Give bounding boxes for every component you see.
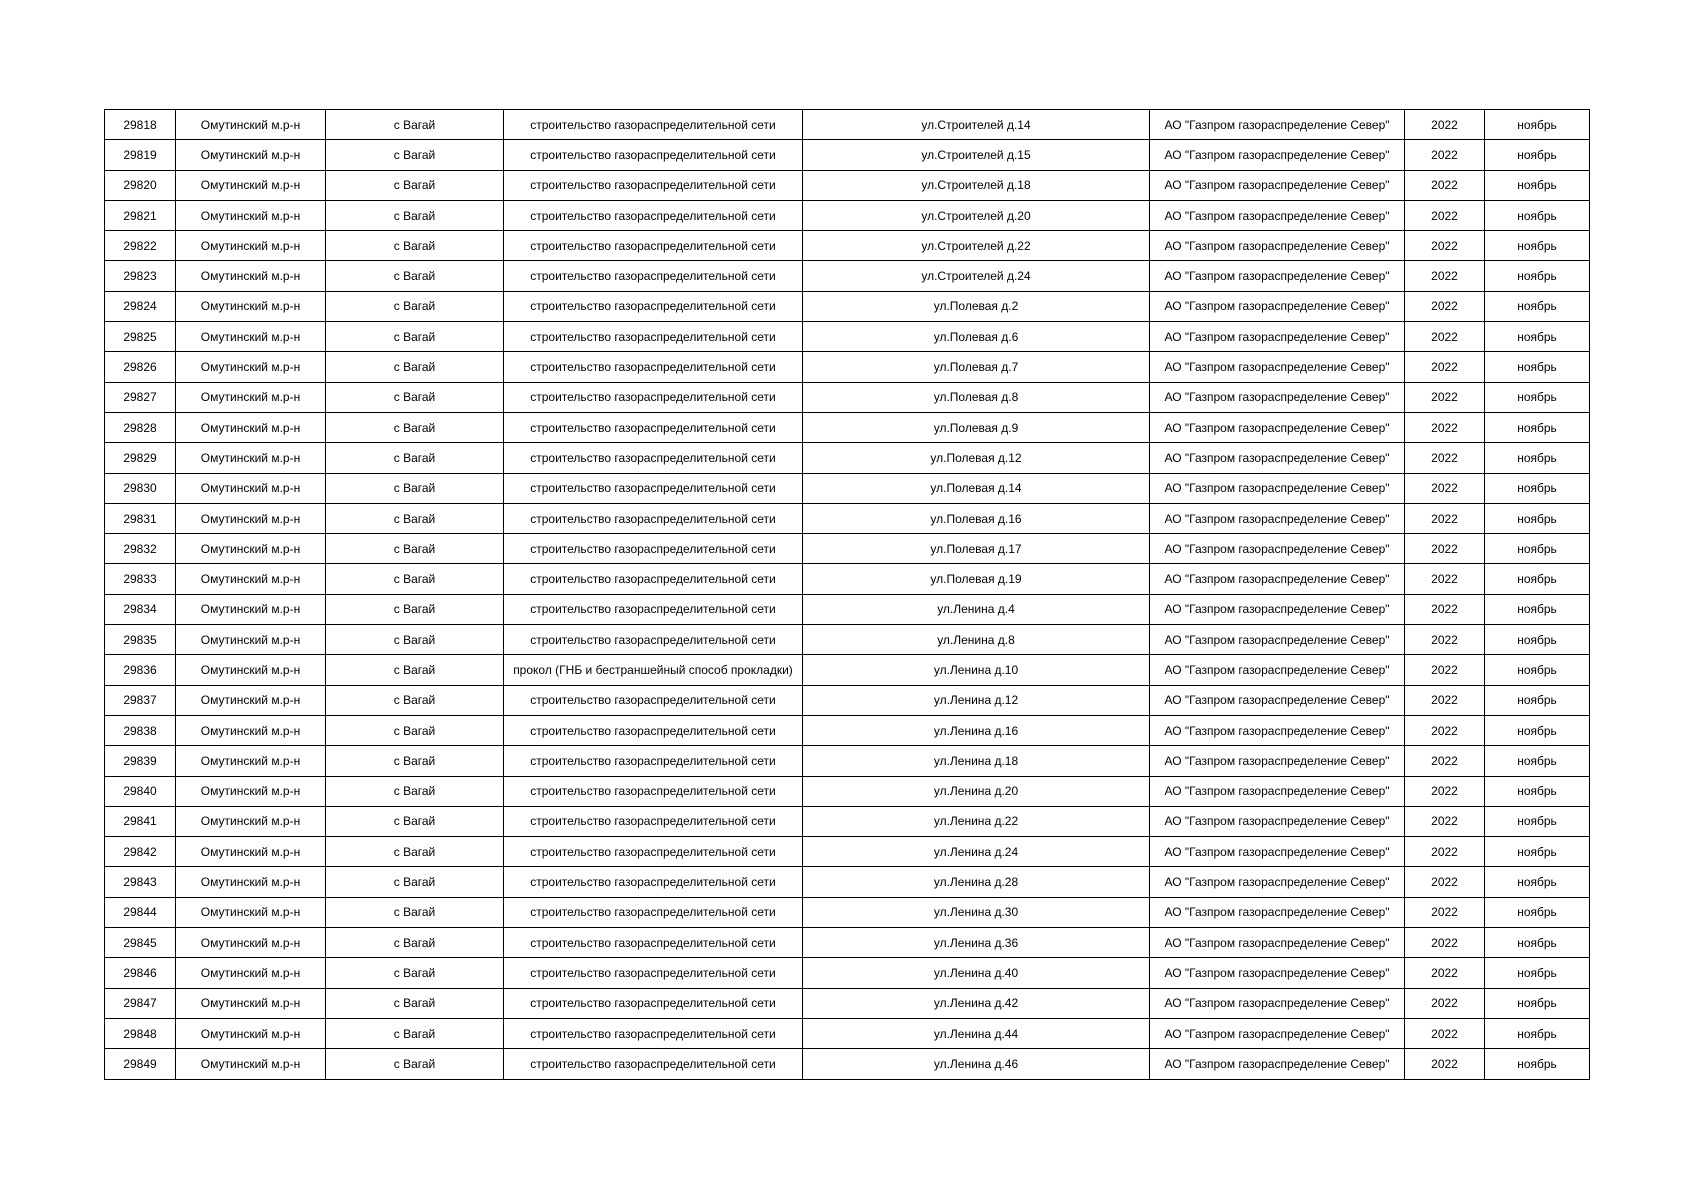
cell-district: Омутинский м.р-н — [176, 473, 326, 503]
cell-year: 2022 — [1405, 170, 1485, 200]
table-row — [105, 685, 1590, 715]
cell-year: 2022 — [1405, 837, 1485, 867]
cell-organization: АО "Газпром газораспределение Север" — [1150, 110, 1405, 140]
cell-work-type: строительство газораспределительной сети — [504, 412, 803, 442]
cell-district: Омутинский м.р-н — [176, 291, 326, 321]
cell-work-type: строительство газораспределительной сети — [504, 200, 803, 230]
cell-year: 2022 — [1405, 473, 1485, 503]
cell-address: ул.Ленина д.30 — [803, 897, 1150, 927]
cell-year: 2022 — [1405, 897, 1485, 927]
cell-year: 2022 — [1405, 564, 1485, 594]
table-row — [105, 443, 1590, 473]
cell-organization: АО "Газпром газораспределение Север" — [1150, 291, 1405, 321]
cell-record-number: 29838 — [105, 715, 176, 745]
cell-district: Омутинский м.р-н — [176, 655, 326, 685]
cell-address: ул.Полевая д.8 — [803, 382, 1150, 412]
cell-work-type: строительство газораспределительной сети — [504, 776, 803, 806]
table-row — [105, 231, 1590, 261]
cell-work-type: строительство газораспределительной сети — [504, 958, 803, 988]
cell-record-number: 29836 — [105, 655, 176, 685]
cell-month: ноябрь — [1485, 170, 1590, 200]
cell-organization: АО "Газпром газораспределение Север" — [1150, 412, 1405, 442]
cell-organization: АО "Газпром газораспределение Север" — [1150, 715, 1405, 745]
cell-organization: АО "Газпром газораспределение Север" — [1150, 352, 1405, 382]
cell-record-number: 29842 — [105, 837, 176, 867]
cell-organization: АО "Газпром газораспределение Север" — [1150, 443, 1405, 473]
registry-table-body — [105, 110, 1590, 1080]
cell-organization: АО "Газпром газораспределение Север" — [1150, 746, 1405, 776]
cell-address: ул.Полевая д.17 — [803, 534, 1150, 564]
cell-organization: АО "Газпром газораспределение Север" — [1150, 958, 1405, 988]
cell-work-type: строительство газораспределительной сети — [504, 443, 803, 473]
cell-address: ул.Полевая д.6 — [803, 322, 1150, 352]
cell-work-type: строительство газораспределительной сети — [504, 261, 803, 291]
cell-work-type: строительство газораспределительной сети — [504, 564, 803, 594]
cell-year: 2022 — [1405, 200, 1485, 230]
cell-month: ноябрь — [1485, 412, 1590, 442]
cell-address: ул.Ленина д.28 — [803, 867, 1150, 897]
cell-address: ул.Полевая д.19 — [803, 564, 1150, 594]
cell-district: Омутинский м.р-н — [176, 988, 326, 1018]
cell-record-number: 29819 — [105, 140, 176, 170]
cell-work-type: строительство газораспределительной сети — [504, 806, 803, 836]
cell-organization: АО "Газпром газораспределение Север" — [1150, 685, 1405, 715]
cell-district: Омутинский м.р-н — [176, 352, 326, 382]
cell-settlement: с Вагай — [326, 685, 504, 715]
cell-month: ноябрь — [1485, 382, 1590, 412]
cell-year: 2022 — [1405, 261, 1485, 291]
table-row — [105, 110, 1590, 140]
cell-work-type: строительство газораспределительной сети — [504, 625, 803, 655]
registry-table — [104, 109, 1590, 1080]
cell-settlement: с Вагай — [326, 897, 504, 927]
cell-organization: АО "Газпром газораспределение Север" — [1150, 655, 1405, 685]
cell-district: Омутинский м.р-н — [176, 231, 326, 261]
cell-settlement: с Вагай — [326, 625, 504, 655]
cell-address: ул.Полевая д.14 — [803, 473, 1150, 503]
cell-address: ул.Ленина д.4 — [803, 594, 1150, 624]
cell-month: ноябрь — [1485, 291, 1590, 321]
cell-year: 2022 — [1405, 412, 1485, 442]
cell-settlement: с Вагай — [326, 867, 504, 897]
cell-record-number: 29835 — [105, 625, 176, 655]
cell-record-number: 29831 — [105, 503, 176, 533]
table-row — [105, 806, 1590, 836]
cell-organization: АО "Газпром газораспределение Север" — [1150, 140, 1405, 170]
table-row — [105, 382, 1590, 412]
cell-organization: АО "Газпром газораспределение Север" — [1150, 200, 1405, 230]
cell-address: ул.Строителей д.22 — [803, 231, 1150, 261]
cell-work-type: строительство газораспределительной сети — [504, 1018, 803, 1048]
cell-record-number: 29845 — [105, 928, 176, 958]
table-row — [105, 322, 1590, 352]
cell-month: ноябрь — [1485, 140, 1590, 170]
cell-settlement: с Вагай — [326, 837, 504, 867]
table-row — [105, 715, 1590, 745]
table-row — [105, 746, 1590, 776]
cell-settlement: с Вагай — [326, 322, 504, 352]
cell-settlement: с Вагай — [326, 776, 504, 806]
cell-record-number: 29849 — [105, 1049, 176, 1079]
cell-district: Омутинский м.р-н — [176, 322, 326, 352]
table-row — [105, 140, 1590, 170]
cell-work-type: строительство газораспределительной сети — [504, 928, 803, 958]
cell-record-number: 29833 — [105, 564, 176, 594]
cell-organization: АО "Газпром газораспределение Север" — [1150, 170, 1405, 200]
cell-settlement: с Вагай — [326, 200, 504, 230]
cell-settlement: с Вагай — [326, 140, 504, 170]
cell-work-type: строительство газораспределительной сети — [504, 594, 803, 624]
cell-district: Омутинский м.р-н — [176, 412, 326, 442]
cell-record-number: 29826 — [105, 352, 176, 382]
cell-year: 2022 — [1405, 988, 1485, 1018]
cell-month: ноябрь — [1485, 110, 1590, 140]
cell-record-number: 29824 — [105, 291, 176, 321]
cell-district: Омутинский м.р-н — [176, 1049, 326, 1079]
cell-record-number: 29846 — [105, 958, 176, 988]
cell-address: ул.Ленина д.42 — [803, 988, 1150, 1018]
cell-work-type: прокол (ГНБ и бестраншейный способ прокладки) — [504, 655, 803, 685]
cell-organization: АО "Газпром газораспределение Север" — [1150, 928, 1405, 958]
cell-month: ноябрь — [1485, 928, 1590, 958]
cell-year: 2022 — [1405, 928, 1485, 958]
cell-district: Омутинский м.р-н — [176, 958, 326, 988]
cell-work-type: строительство газораспределительной сети — [504, 110, 803, 140]
table-row — [105, 352, 1590, 382]
table-row — [105, 1018, 1590, 1048]
cell-organization: АО "Газпром газораспределение Север" — [1150, 261, 1405, 291]
cell-month: ноябрь — [1485, 322, 1590, 352]
cell-settlement: с Вагай — [326, 261, 504, 291]
cell-district: Омутинский м.р-н — [176, 594, 326, 624]
cell-record-number: 29825 — [105, 322, 176, 352]
cell-settlement: с Вагай — [326, 534, 504, 564]
cell-address: ул.Полевая д.9 — [803, 412, 1150, 442]
cell-settlement: с Вагай — [326, 655, 504, 685]
table-row — [105, 776, 1590, 806]
cell-settlement: с Вагай — [326, 746, 504, 776]
cell-record-number: 29828 — [105, 412, 176, 442]
cell-month: ноябрь — [1485, 746, 1590, 776]
table-row — [105, 1049, 1590, 1079]
cell-address: ул.Ленина д.18 — [803, 746, 1150, 776]
cell-month: ноябрь — [1485, 958, 1590, 988]
cell-month: ноябрь — [1485, 534, 1590, 564]
cell-month: ноябрь — [1485, 625, 1590, 655]
cell-address: ул.Полевая д.7 — [803, 352, 1150, 382]
cell-year: 2022 — [1405, 382, 1485, 412]
cell-year: 2022 — [1405, 443, 1485, 473]
cell-district: Омутинский м.р-н — [176, 110, 326, 140]
cell-address: ул.Ленина д.20 — [803, 776, 1150, 806]
cell-work-type: строительство газораспределительной сети — [504, 231, 803, 261]
cell-record-number: 29844 — [105, 897, 176, 927]
cell-address: ул.Строителей д.24 — [803, 261, 1150, 291]
cell-settlement: с Вагай — [326, 291, 504, 321]
table-row — [105, 473, 1590, 503]
cell-district: Омутинский м.р-н — [176, 806, 326, 836]
cell-organization: АО "Газпром газораспределение Север" — [1150, 564, 1405, 594]
cell-month: ноябрь — [1485, 1049, 1590, 1079]
cell-work-type: строительство газораспределительной сети — [504, 746, 803, 776]
cell-district: Омутинский м.р-н — [176, 1018, 326, 1048]
table-row — [105, 655, 1590, 685]
cell-settlement: с Вагай — [326, 1049, 504, 1079]
cell-settlement: с Вагай — [326, 170, 504, 200]
cell-organization: АО "Газпром газораспределение Север" — [1150, 594, 1405, 624]
cell-work-type: строительство газораспределительной сети — [504, 685, 803, 715]
cell-address: ул.Полевая д.2 — [803, 291, 1150, 321]
cell-work-type: строительство газораспределительной сети — [504, 352, 803, 382]
cell-district: Омутинский м.р-н — [176, 685, 326, 715]
cell-settlement: с Вагай — [326, 110, 504, 140]
cell-organization: АО "Газпром газораспределение Север" — [1150, 988, 1405, 1018]
cell-district: Омутинский м.р-н — [176, 503, 326, 533]
cell-work-type: строительство газораспределительной сети — [504, 322, 803, 352]
table-row — [105, 564, 1590, 594]
cell-record-number: 29822 — [105, 231, 176, 261]
cell-work-type: строительство газораспределительной сети — [504, 897, 803, 927]
cell-organization: АО "Газпром газораспределение Север" — [1150, 806, 1405, 836]
cell-work-type: строительство газораспределительной сети — [504, 1049, 803, 1079]
cell-month: ноябрь — [1485, 655, 1590, 685]
cell-month: ноябрь — [1485, 231, 1590, 261]
cell-settlement: с Вагай — [326, 928, 504, 958]
cell-organization: АО "Газпром газораспределение Север" — [1150, 1049, 1405, 1079]
cell-year: 2022 — [1405, 806, 1485, 836]
cell-district: Омутинский м.р-н — [176, 867, 326, 897]
cell-year: 2022 — [1405, 715, 1485, 745]
cell-record-number: 29821 — [105, 200, 176, 230]
cell-organization: АО "Газпром газораспределение Север" — [1150, 503, 1405, 533]
cell-month: ноябрь — [1485, 715, 1590, 745]
cell-settlement: с Вагай — [326, 412, 504, 442]
cell-organization: АО "Газпром газораспределение Север" — [1150, 776, 1405, 806]
cell-settlement: с Вагай — [326, 503, 504, 533]
table-row — [105, 625, 1590, 655]
cell-settlement: с Вагай — [326, 473, 504, 503]
cell-record-number: 29840 — [105, 776, 176, 806]
cell-organization: АО "Газпром газораспределение Север" — [1150, 837, 1405, 867]
cell-address: ул.Ленина д.36 — [803, 928, 1150, 958]
cell-settlement: с Вагай — [326, 564, 504, 594]
table-row — [105, 594, 1590, 624]
cell-address: ул.Ленина д.24 — [803, 837, 1150, 867]
cell-month: ноябрь — [1485, 261, 1590, 291]
cell-address: ул.Ленина д.8 — [803, 625, 1150, 655]
cell-work-type: строительство газораспределительной сети — [504, 503, 803, 533]
cell-settlement: с Вагай — [326, 231, 504, 261]
cell-year: 2022 — [1405, 534, 1485, 564]
cell-organization: АО "Газпром газораспределение Север" — [1150, 382, 1405, 412]
table-row — [105, 291, 1590, 321]
cell-record-number: 29841 — [105, 806, 176, 836]
cell-record-number: 29843 — [105, 867, 176, 897]
cell-work-type: строительство газораспределительной сети — [504, 715, 803, 745]
cell-district: Омутинский м.р-н — [176, 261, 326, 291]
table-row — [105, 837, 1590, 867]
cell-organization: АО "Газпром газораспределение Север" — [1150, 625, 1405, 655]
cell-address: ул.Строителей д.20 — [803, 200, 1150, 230]
cell-address: ул.Строителей д.15 — [803, 140, 1150, 170]
cell-district: Омутинский м.р-н — [176, 715, 326, 745]
cell-record-number: 29832 — [105, 534, 176, 564]
cell-district: Омутинский м.р-н — [176, 837, 326, 867]
table-row — [105, 958, 1590, 988]
table-row — [105, 988, 1590, 1018]
table-row — [105, 897, 1590, 927]
cell-work-type: строительство газораспределительной сети — [504, 867, 803, 897]
cell-organization: АО "Газпром газораспределение Север" — [1150, 534, 1405, 564]
cell-record-number: 29837 — [105, 685, 176, 715]
cell-year: 2022 — [1405, 776, 1485, 806]
cell-settlement: с Вагай — [326, 715, 504, 745]
cell-record-number: 29830 — [105, 473, 176, 503]
cell-year: 2022 — [1405, 352, 1485, 382]
cell-settlement: с Вагай — [326, 958, 504, 988]
cell-work-type: строительство газораспределительной сети — [504, 170, 803, 200]
cell-year: 2022 — [1405, 867, 1485, 897]
table-row — [105, 200, 1590, 230]
cell-year: 2022 — [1405, 958, 1485, 988]
cell-settlement: с Вагай — [326, 594, 504, 624]
cell-year: 2022 — [1405, 503, 1485, 533]
cell-record-number: 29827 — [105, 382, 176, 412]
table-row — [105, 503, 1590, 533]
cell-work-type: строительство газораспределительной сети — [504, 291, 803, 321]
cell-settlement: с Вагай — [326, 806, 504, 836]
cell-month: ноябрь — [1485, 1018, 1590, 1048]
cell-work-type: строительство газораспределительной сети — [504, 382, 803, 412]
cell-month: ноябрь — [1485, 352, 1590, 382]
cell-year: 2022 — [1405, 1049, 1485, 1079]
cell-year: 2022 — [1405, 685, 1485, 715]
cell-district: Омутинский м.р-н — [176, 897, 326, 927]
cell-organization: АО "Газпром газораспределение Север" — [1150, 867, 1405, 897]
cell-address: ул.Строителей д.14 — [803, 110, 1150, 140]
cell-district: Омутинский м.р-н — [176, 443, 326, 473]
cell-district: Омутинский м.р-н — [176, 928, 326, 958]
cell-settlement: с Вагай — [326, 988, 504, 1018]
cell-address: ул.Полевая д.12 — [803, 443, 1150, 473]
cell-address: ул.Ленина д.22 — [803, 806, 1150, 836]
cell-organization: АО "Газпром газораспределение Север" — [1150, 322, 1405, 352]
cell-address: ул.Ленина д.46 — [803, 1049, 1150, 1079]
table-row — [105, 170, 1590, 200]
cell-record-number: 29847 — [105, 988, 176, 1018]
cell-address: ул.Ленина д.12 — [803, 685, 1150, 715]
cell-month: ноябрь — [1485, 685, 1590, 715]
cell-work-type: строительство газораспределительной сети — [504, 473, 803, 503]
cell-work-type: строительство газораспределительной сети — [504, 837, 803, 867]
table-row — [105, 261, 1590, 291]
cell-district: Омутинский м.р-н — [176, 140, 326, 170]
cell-month: ноябрь — [1485, 867, 1590, 897]
cell-organization: АО "Газпром газораспределение Север" — [1150, 897, 1405, 927]
cell-record-number: 29834 — [105, 594, 176, 624]
cell-month: ноябрь — [1485, 564, 1590, 594]
cell-month: ноябрь — [1485, 806, 1590, 836]
cell-month: ноябрь — [1485, 988, 1590, 1018]
cell-record-number: 29848 — [105, 1018, 176, 1048]
cell-address: ул.Ленина д.10 — [803, 655, 1150, 685]
cell-settlement: с Вагай — [326, 382, 504, 412]
cell-address: ул.Ленина д.44 — [803, 1018, 1150, 1048]
cell-work-type: строительство газораспределительной сети — [504, 988, 803, 1018]
cell-year: 2022 — [1405, 1018, 1485, 1048]
cell-work-type: строительство газораспределительной сети — [504, 534, 803, 564]
cell-record-number: 29839 — [105, 746, 176, 776]
cell-work-type: строительство газораспределительной сети — [504, 140, 803, 170]
table-row — [105, 867, 1590, 897]
cell-address: ул.Полевая д.16 — [803, 503, 1150, 533]
cell-record-number: 29820 — [105, 170, 176, 200]
cell-record-number: 29823 — [105, 261, 176, 291]
cell-district: Омутинский м.р-н — [176, 564, 326, 594]
cell-month: ноябрь — [1485, 503, 1590, 533]
cell-address: ул.Строителей д.18 — [803, 170, 1150, 200]
cell-year: 2022 — [1405, 291, 1485, 321]
cell-organization: АО "Газпром газораспределение Север" — [1150, 231, 1405, 261]
cell-year: 2022 — [1405, 140, 1485, 170]
cell-year: 2022 — [1405, 625, 1485, 655]
cell-year: 2022 — [1405, 322, 1485, 352]
cell-month: ноябрь — [1485, 837, 1590, 867]
cell-district: Омутинский м.р-н — [176, 170, 326, 200]
cell-record-number: 29829 — [105, 443, 176, 473]
cell-record-number: 29818 — [105, 110, 176, 140]
cell-organization: АО "Газпром газораспределение Север" — [1150, 1018, 1405, 1048]
cell-settlement: с Вагай — [326, 443, 504, 473]
table-row — [105, 412, 1590, 442]
cell-address: ул.Ленина д.40 — [803, 958, 1150, 988]
cell-month: ноябрь — [1485, 443, 1590, 473]
cell-district: Омутинский м.р-н — [176, 776, 326, 806]
cell-year: 2022 — [1405, 655, 1485, 685]
cell-district: Омутинский м.р-н — [176, 746, 326, 776]
cell-organization: АО "Газпром газораспределение Север" — [1150, 473, 1405, 503]
cell-month: ноябрь — [1485, 897, 1590, 927]
cell-month: ноябрь — [1485, 776, 1590, 806]
cell-month: ноябрь — [1485, 200, 1590, 230]
cell-year: 2022 — [1405, 231, 1485, 261]
table-row — [105, 928, 1590, 958]
cell-settlement: с Вагай — [326, 352, 504, 382]
cell-district: Омутинский м.р-н — [176, 382, 326, 412]
cell-year: 2022 — [1405, 594, 1485, 624]
cell-settlement: с Вагай — [326, 1018, 504, 1048]
table-row — [105, 534, 1590, 564]
cell-address: ул.Ленина д.16 — [803, 715, 1150, 745]
cell-year: 2022 — [1405, 110, 1485, 140]
cell-district: Омутинский м.р-н — [176, 534, 326, 564]
cell-month: ноябрь — [1485, 473, 1590, 503]
cell-month: ноябрь — [1485, 594, 1590, 624]
cell-year: 2022 — [1405, 746, 1485, 776]
cell-district: Омутинский м.р-н — [176, 625, 326, 655]
cell-district: Омутинский м.р-н — [176, 200, 326, 230]
